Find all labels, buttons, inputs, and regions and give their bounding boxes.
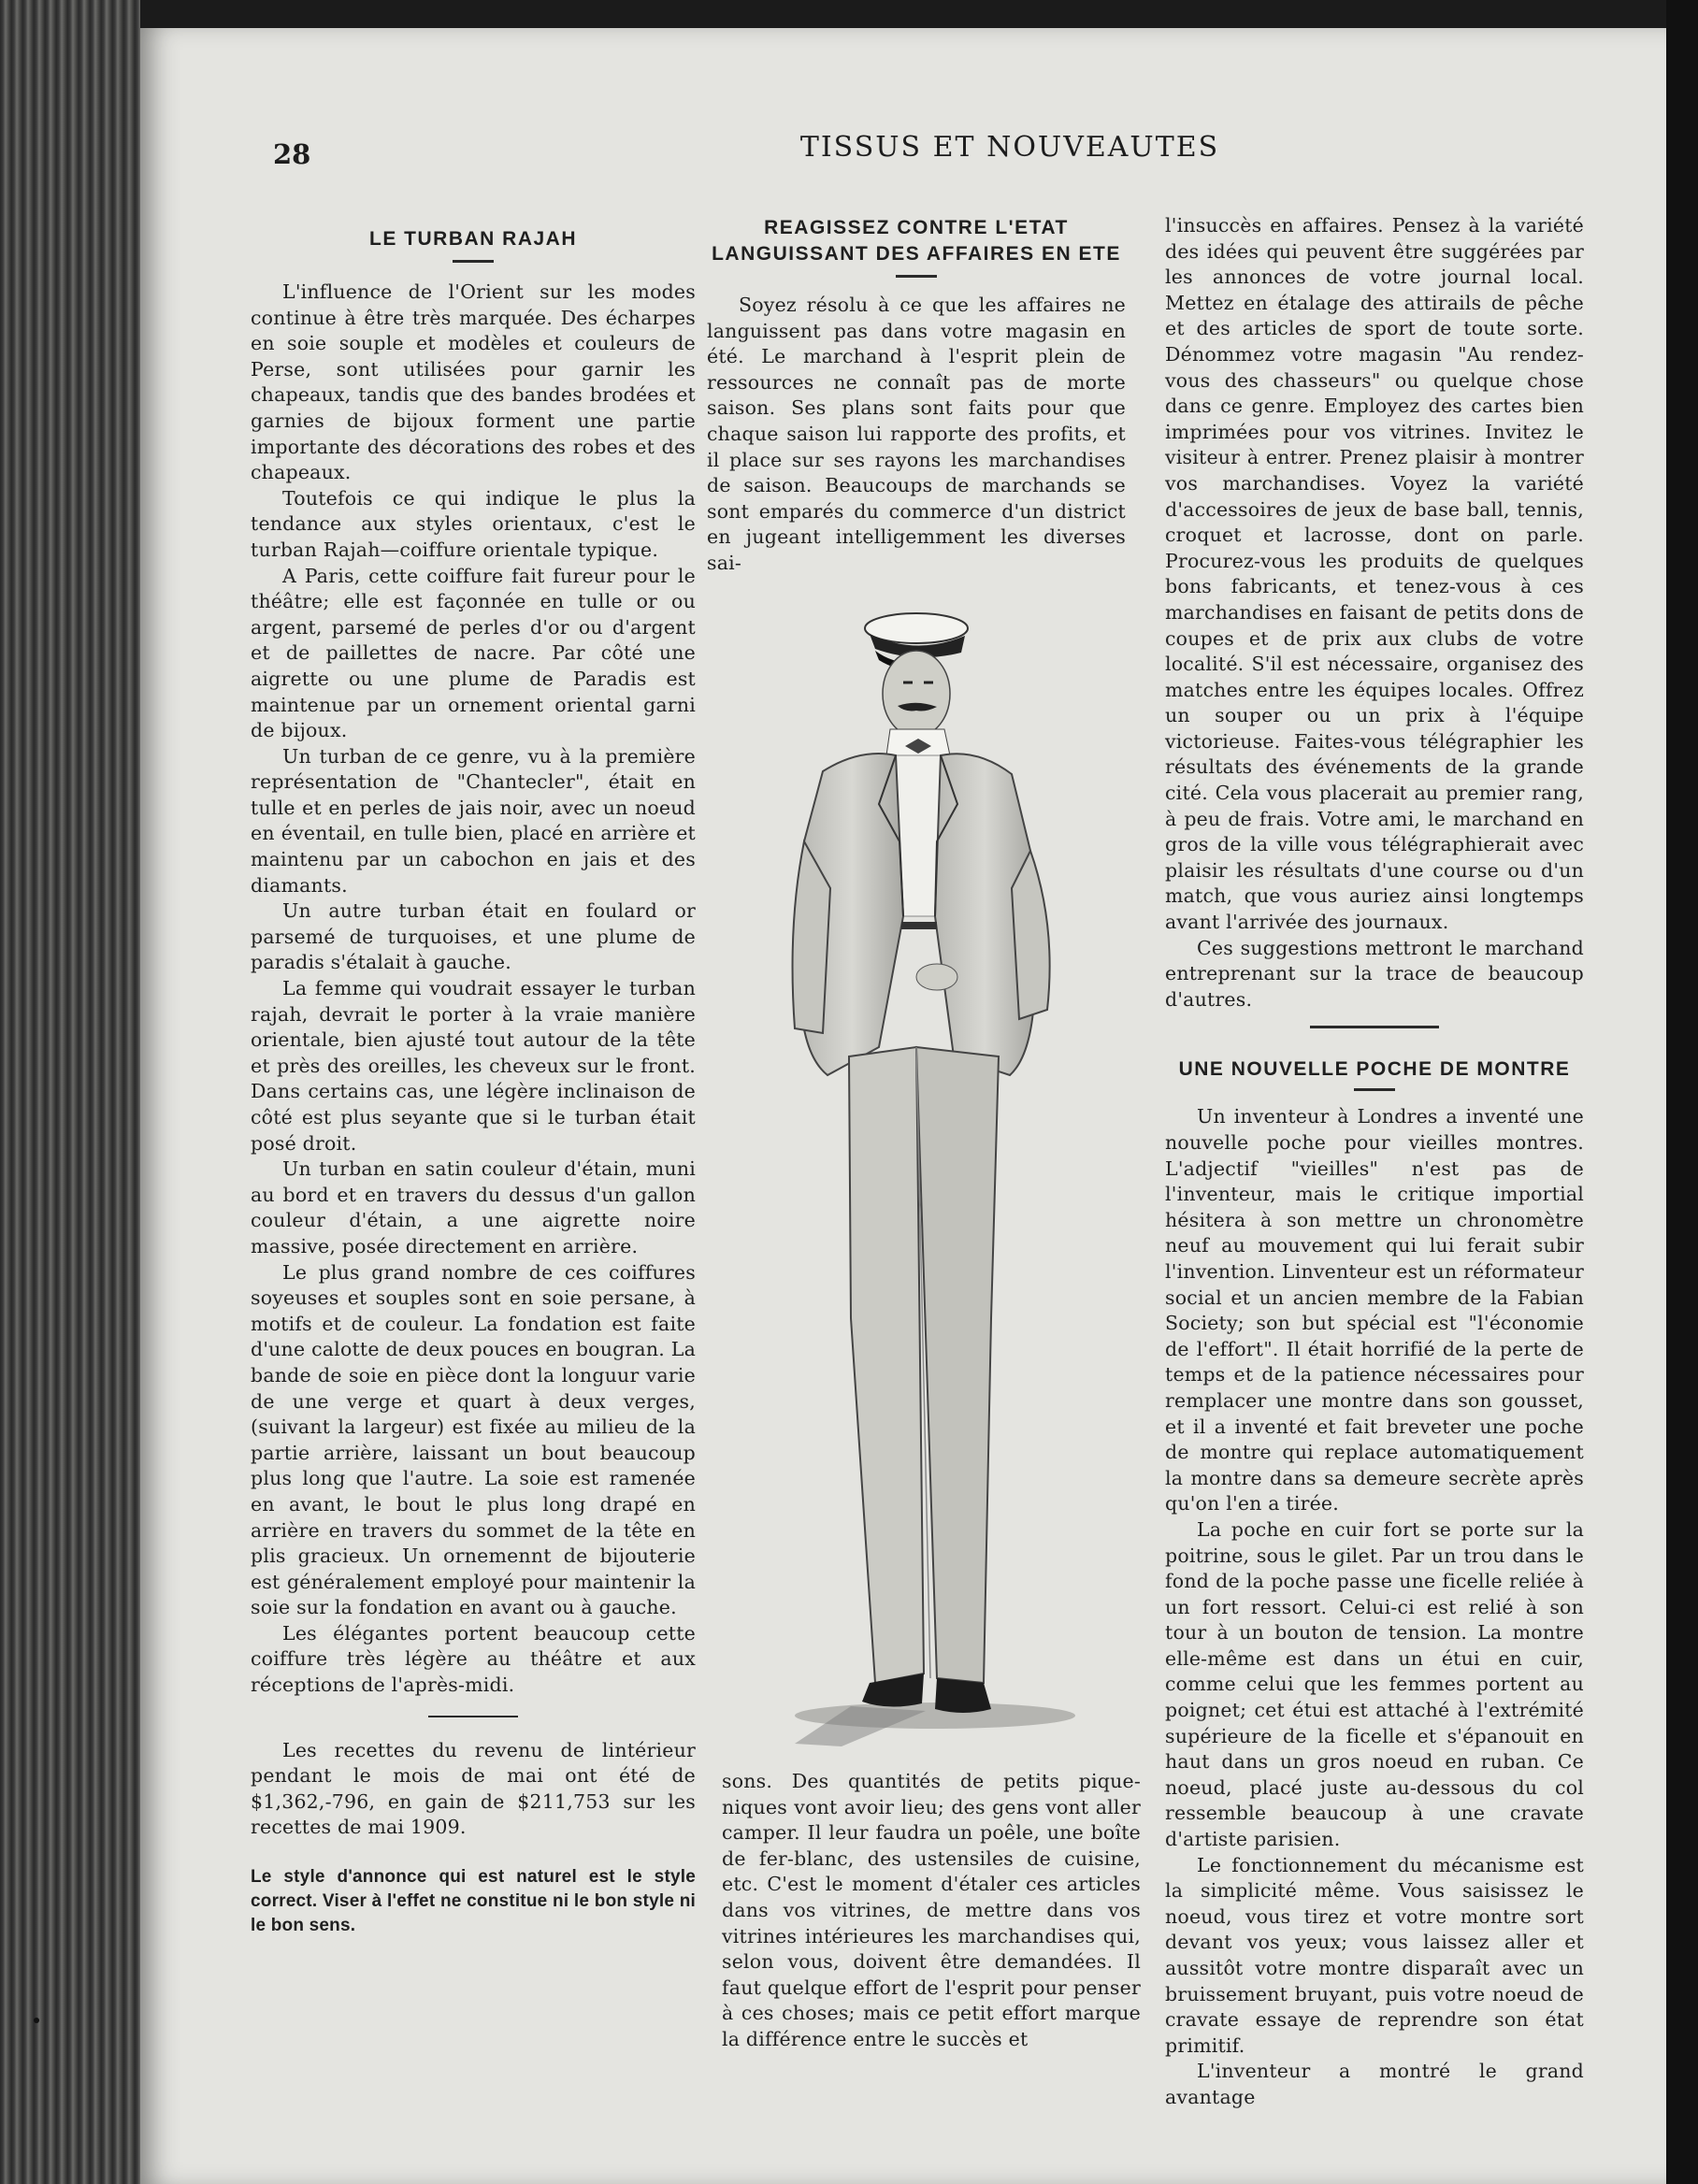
man-in-suit-illustration (739, 608, 1150, 1758)
paragraph: l'insuccès en affaires. Pensez à la variété des idées qui peuvent être suggérées par les annonces de votre journal local. Mettez en étalage des attirails de pêche et des articles de sport de toute sorte. Dénommez votre magasin "Au rendez-vous des chasseurs" ou quelque chose dans ce genre. Employez des cartes bien imprimées pour vos vitrines. Invitez le visiteur à entrer. Prenez plaisir à montrer vos marchandises. Voyez la variété d'accessoires de jeux de base ball, tennis, croquet et lacrosse, dont on parle. Procurez-vous les produits de quelques bons fabricants, et tenez-vous à ces marchandises en faisant de petits dons de coupes et de prix aux clubs de votre localité. S'il est nécessaire, organisez des matches entre les équipes locales. Offrez un souper ou un prix à l'équipe victorieuse. Faites-vous télégraphier les résultats des événements de la grande cité. Cela vous placerait au premier rang, à peu de frais. Votre ami, le marchand en gros de la ville vous télégraphierait avec plaisir les résultats d'une course ou d'un match, que vous auriez ainsi longtemps avant l'arrivée des journaux. (1165, 214, 1584, 934)
running-head: TISSUS ET NOUVEAUTES (799, 131, 1220, 164)
page-number: 28 (273, 138, 311, 170)
paragraph: L'inventeur a montré le grand avantage (1165, 2060, 1584, 2108)
paragraph: Soyez résolu à ce que les affaires ne languissent pas dans votre magasin en été. Le marchand à l'esprit plein de ressources ne connaît pas de morte saison. Ses plans sont faits pour que chaque saison lui rapporte des profits, et il place sur ses rayons les marchandises de saison. Beaucoups de marchands se sont emparés du commerce d'un district en jugeant intelligemment les diverses sai- (707, 294, 1126, 574)
paragraph: A Paris, cette coiffure fait fureur pour le théâtre; elle est façonnée en tulle or ou argent, parsemé de perles d'or ou d'argent et de paillettes de nacre. Par côté une aigrette ou une plume de Paradis est maintenue par un ornement oriental garni de bijoux. (251, 564, 696, 742)
section-rule (428, 1716, 518, 1717)
book-spine (0, 0, 140, 2184)
heading-rule (1354, 1088, 1395, 1091)
page-edge-shadow (1666, 0, 1698, 2184)
paragraph: Un turban en satin couleur d'étain, muni au bord et en travers du dessus d'un gallon couleur d'étain, a une aigrette noire massive, posée directement en arrière. (251, 1157, 696, 1257)
paragraph: Le plus grand nombre de ces coiffures soyeuses et souples sont en soie persane, à motifs et de couleur. La fondation est faite d'une calotte de deux pouces en bougran. La bande de soie en pièce dont la longuur varie de une verge et quart à deux verges, (suivant la largeur) est fixée au milieu de la partie arrière, laissant un bout beaucoup plus long que l'autre. La soie est ramenée en avant, le bout le plus long drapé en arrière en travers du sommet de la tête en plis gracieux. Un ornemennt de bijouterie est généralement employé pour maintenir la soie sur la fondation en avant ou à gauche. (251, 1260, 696, 1619)
paragraph: sons. Des quantités de petits pique-niques vont avoir lieu; des gens vont aller camper. Il leur faudra un poêle, une boîte de fer-blanc, des ustensiles de cuisine, etc. C'est le moment d'étaler ces articles dans vos vitrines, de mettre dans vos vitrines intérieures les marchandises qui, selon vous, doivent être demandées. Il faut quelque effort de l'esprit pour penser à ces choses; mais ce petit effort marque la différence entre le succès et (722, 1770, 1141, 2050)
paragraph: La femme qui voudrait essayer le turban rajah, devrait le porter à la vraie manière orientale, bien ajusté tout autour de la tête et près des oreilles, les cheveux sur le front. Dans certains cas, une légère inclinaison de côté est plus seyante que si le turban était posé droit. (251, 977, 696, 1155)
paragraph: Un inventeur à Londres a inventé une nouvelle poche pour vieilles montres. L'adjectif "vieilles" n'est pas de l'inventeur, mais le critique importial hésitera à son mettre un chronomètre neuf au mouvement qui lui ferait subir l'invention. Linventeur est un réformateur social et un ancien membre de la Fabian Society; son but spécial est "l'économie de l'effort". Il était horrifié de la perte de temps et de la patience nécessaires pour remplacer une montre dans son gousset, et il a inventé et fait breveter une poche de montre qui replace automatiquement la montre dans sa demeure secrète après qu'on l'en a tirée. (1165, 1105, 1584, 1516)
heading-turban-rajah: LE TURBAN RAJAH (369, 228, 577, 250)
style-maxim: Le style d'annonce qui est naturel est le style correct. Viser à l'effet ne constitue ni le bon style ni le bon sens. (251, 1867, 696, 1936)
column-1 (251, 226, 696, 1938)
column-2 (707, 215, 1126, 577)
paragraph: Toutefois ce qui indique le plus la tendance aux styles orientaux, c'est le turban Rajah—coiffure orientale typique. (251, 486, 696, 561)
revenue-note: Les recettes du revenu de lintérieur pendant le mois de mai ont été de $1,362,-796, en gain de $211,753 sur les recettes de mai 1909. (251, 1738, 696, 1839)
heading-rule (453, 260, 494, 263)
heading-reagissez: REAGISSEZ CONTRE L'ETAT LANGUISSANT DES AFFAIRES EN ETE (712, 217, 1121, 265)
paragraph: Un turban de ce genre, vu à la première représentation de "Chantecler", était en tulle et en perles de jais noir, avec un noeud en éventail, en tulle bien, placé en arrière et maintenu par un cabochon en jais et des diamants. (251, 744, 696, 897)
paragraph: L'influence de l'Orient sur les modes continue à être très marquée. Des écharpes en soie souple et modèles et couleurs de Perse, sont utilisées pour garnir les chapeaux, tandis que des bandes brodées et garnies de bijoux forment une partie importante des décorations des robes et des chapeaux. (251, 280, 696, 484)
paragraph: La poche en cuir fort se porte sur la poitrine, sous le gilet. Par un trou dans le fond de la poche passe une ficelle reliée à un fort ressort. Celui-ci est relié à son tour à un bouton de tension. La montre elle-même est dans un étui en cuir, comme celui que les femmes portent au poignet; cet étui est attaché à l'extrémité supérieure de la ficelle et s'épanouit en haut dans un gros noeud en ruban. Ce noeud, placé juste au-dessous du col ressemble beaucoup à une cravate d'artiste parisien. (1165, 1517, 1584, 1851)
paragraph: Un autre turban était en foulard or parsemé de turquoises, et une plume de paradis s'étalait à gauche. (251, 899, 696, 974)
page (140, 28, 1669, 2184)
section-rule (1310, 1026, 1439, 1028)
paragraph: Le fonctionnement du mécanisme est la simplicité même. Vous saisissez le noeud, vous tirez et votre montre sort devant vos yeux; vous laissez aller et aussitôt votre montre disparaît avec un bruissement bruyant, puis votre noeud de cravate essaye de reprendre son état primitif. (1165, 1853, 1584, 2057)
heading-rule (896, 275, 937, 278)
column-2-continued (722, 1769, 1141, 2053)
paragraph: Ces suggestions mettront le marchand entreprenant sur la trace de beaucoup d'autres. (1165, 936, 1584, 1011)
ink-dot (34, 2018, 39, 2023)
column-3 (1165, 213, 1584, 2111)
heading-poche-de-montre: UNE NOUVELLE POCHE DE MONTRE (1178, 1058, 1571, 1081)
paragraph: Les élégantes portent beaucoup cette coiffure très légère au théâtre et aux réceptions de l'après-midi. (251, 1621, 696, 1697)
